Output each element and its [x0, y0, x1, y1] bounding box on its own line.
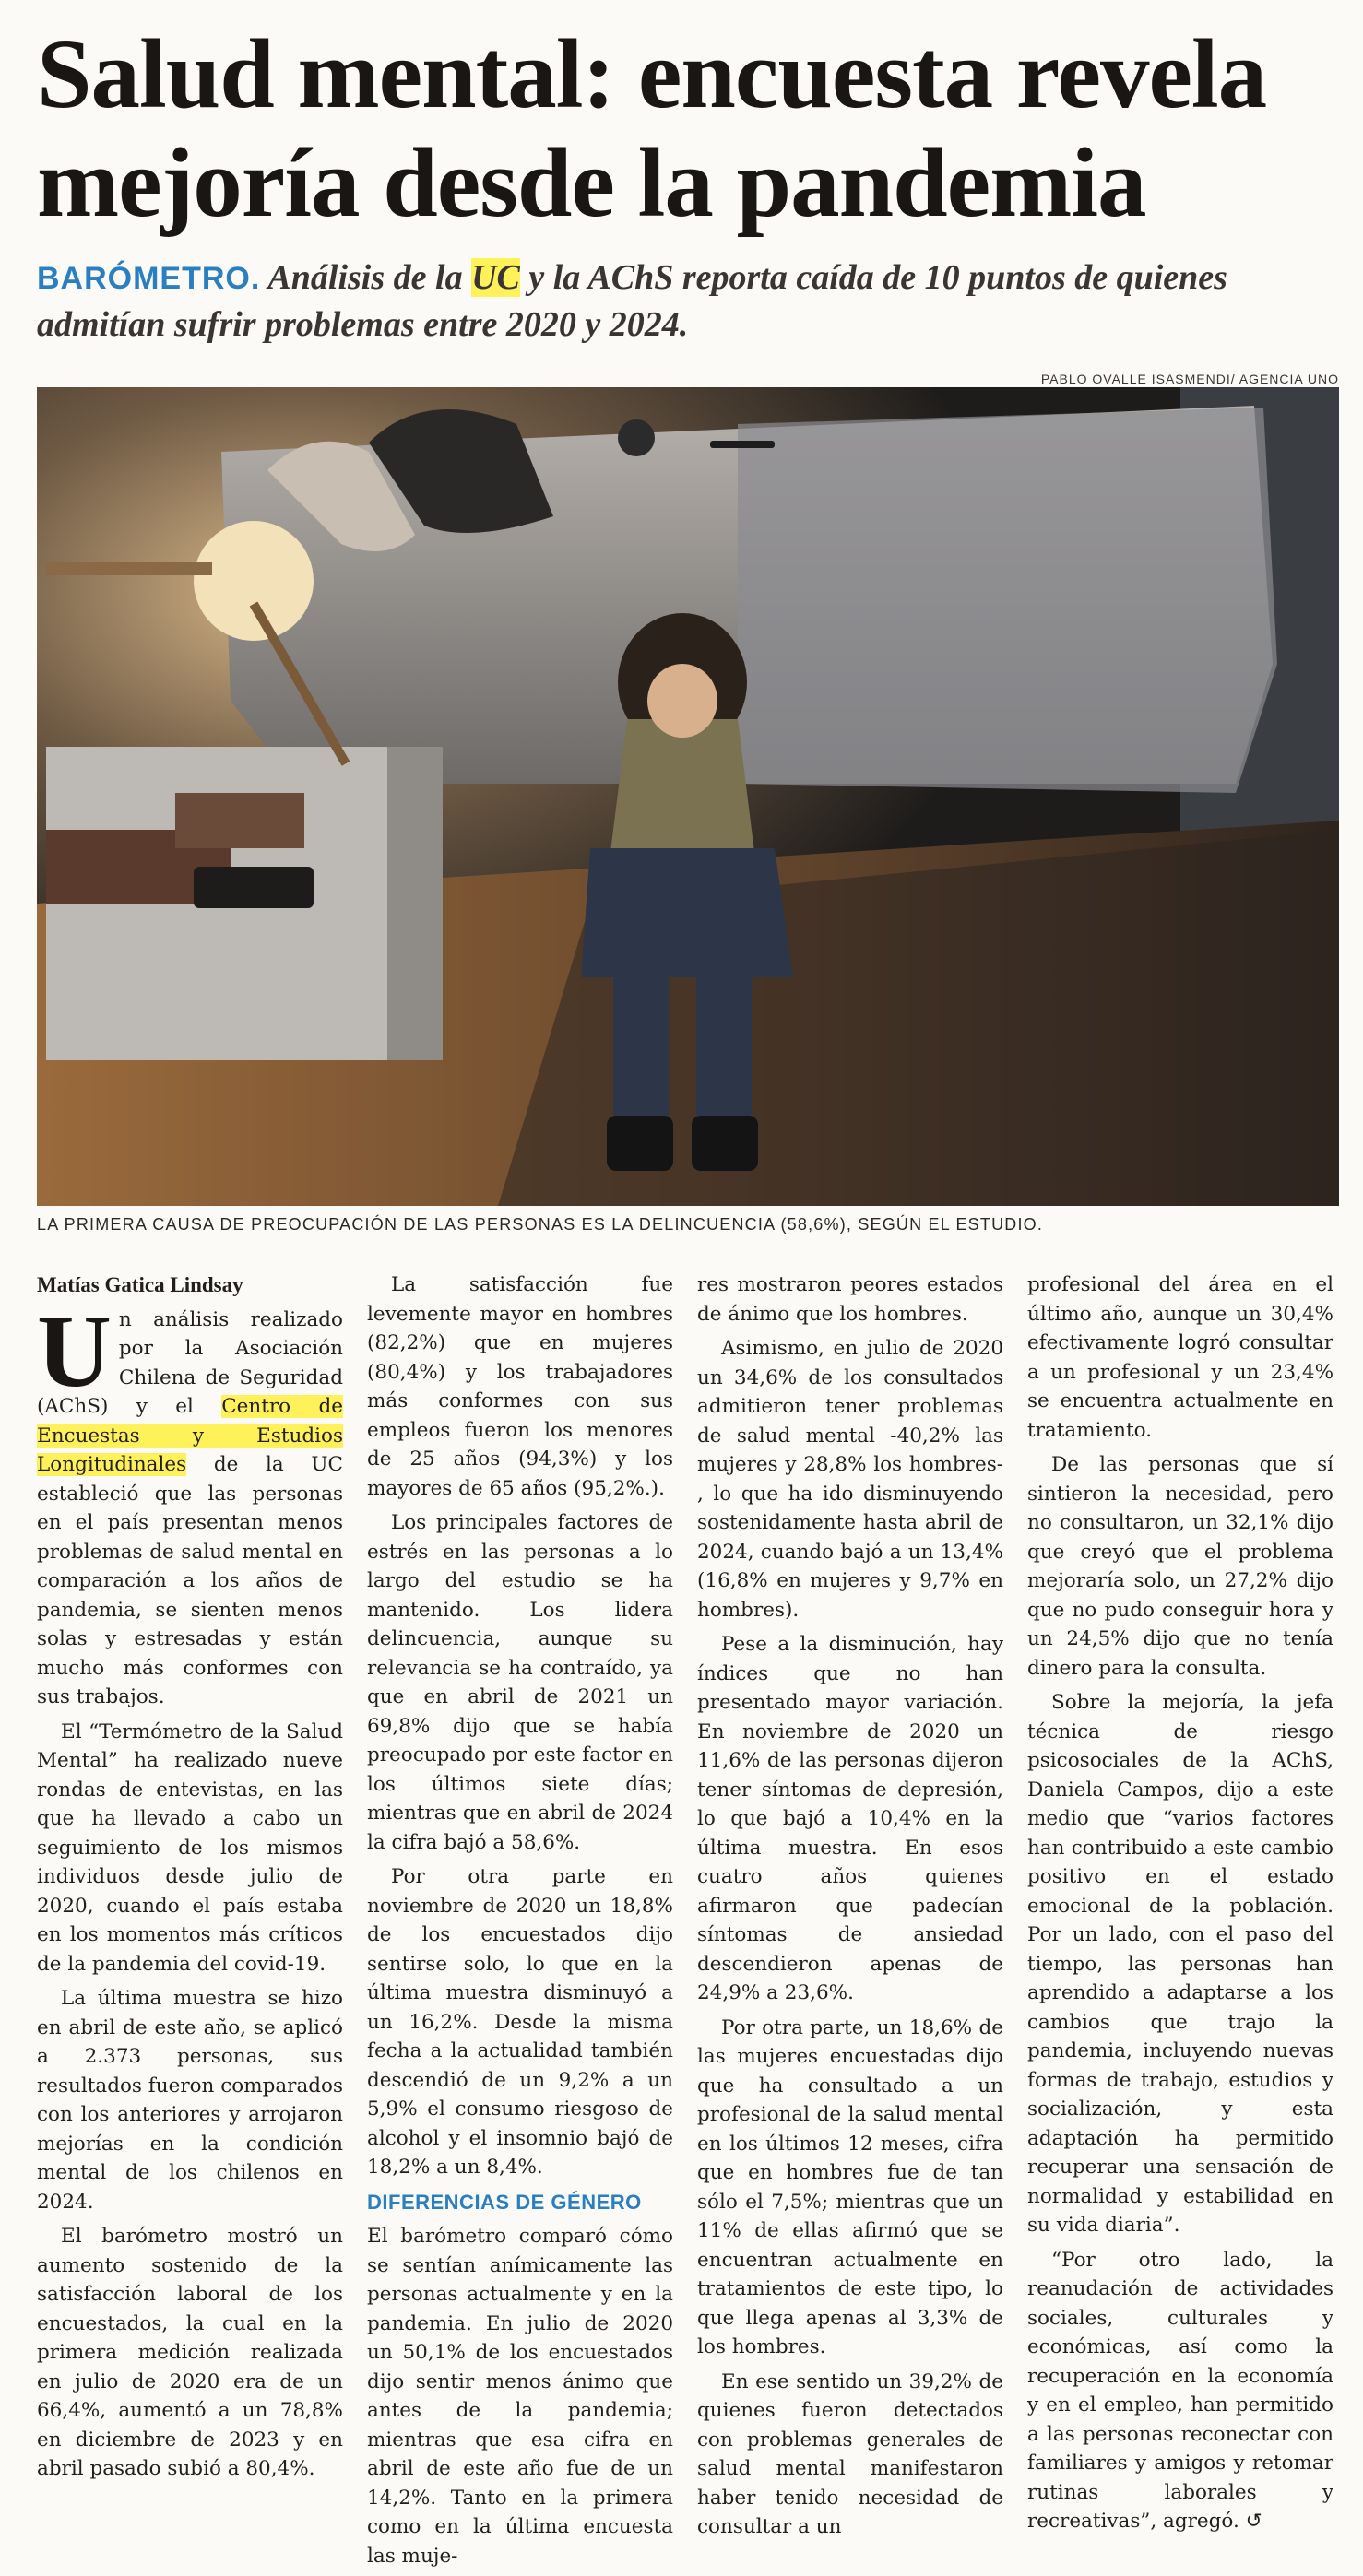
bedroom-photo-illustration	[37, 387, 1339, 1206]
drop-cap: U	[37, 1294, 112, 1409]
deck-highlight: UC	[471, 258, 520, 297]
text-segment: n análisis realizado por la Asociación Chilena de Seguridad (AChS) y el	[37, 1307, 343, 1418]
photo-credit: PABLO OVALLE ISASMENDI/ AGENCIA UNO	[1040, 372, 1339, 386]
deck-text-after: y la AChS reporta caída de 10 puntos de quienes admitían sufrir problemas entre 2020 y 2024.	[37, 258, 1227, 344]
paragraph: profesional del área en el último año, aunque un 30,4% efectivamente logró consultar a un profesional y un 23,4% se encuentra actualmente en tratamiento.	[1027, 1273, 1333, 1442]
paragraph: Por otra parte, un 18,6% de las mujeres encuestadas dijo que ha consultado a un profesional de la salud mental en los últimos 12 meses, cifra que en hombres fue de tan sólo el 7,5%; mientras que un 11% de ellas afirmó que se encuentran actualmente en tratamientos de este tipo, lo que llega apenas al 3,3% de los hombres.	[697, 2015, 1003, 2358]
paragraph: Por otra parte en noviembre de 2020 un 18,8% de los encuestados dijo sentirse solo, lo que en la última muestra disminuyó a un 16,2%. Desde la misma fecha a la actualidad también descendió de un 9,2% a un 5,9% el consumo riesgoso de alcohol y el insomnio bajó de 18,2% a un 8,4%.	[367, 1865, 673, 2179]
article-column-2	[367, 1270, 673, 2576]
article-column-1	[37, 1270, 343, 2489]
paragraph: El “Termómetro de la Salud Mental” ha realizado nueve rondas de entevistas, en las que ha llevado a cabo un seguimiento de los mismos individuos desde julio de 2020, cuando el país estaba en los momentos más críticos de la pandemia del covid-19.	[37, 1719, 343, 1976]
paragraph: Pese a la disminución, hay índices que no han presentado mayor variación. En noviembre de 2020 un 11,6% de las personas dijeron tener síntomas de depresión, lo que bajó a 10,4% en la última muestra. En esos cuatro años quienes afirmaron que padecían síntomas de ansiedad descendieron apenas de 24,9% a 23,6%.	[697, 1633, 1003, 2004]
paragraph: La satisfacción fue levemente mayor en hombres (82,2%) que en mujeres (80,4%) y los trabajadores más conformes con sus empleos fueron los menores de 25 años (94,3%) y los mayores de 65 años (95,2%.).	[367, 1273, 673, 1500]
paragraph: Sobre la mejoría, la jefa técnica de riesgo psicosociales de la AChS, Daniela Campos, dijo a este medio que “varios factores han contribuido a este cambio positivo en el estado emocional de la población. Por un lado, con el paso del tiempo, las personas han aprendido a adaptarse a los cambios que trajo la pandemia, incluyendo nuevas formas de trabajo, estudios y socialización, y esta adaptación ha permitido recuperar una sensación de normalidad y estabilidad en su vida diaria”.	[1027, 1691, 1333, 2237]
paragraph	[1027, 2246, 1333, 2536]
text-segment: “Por otro lado, la reanudación de actividades sociales, culturales y económicas, así como la recuperación en la economía y en el empleo, han permitido a las personas reconectar con familiares y amigos y retomar rutinas laborales y recreativas”, agregó.	[1027, 2248, 1333, 2533]
byline: Matías Gatica Lindsay	[37, 1273, 243, 1296]
deck-kicker: BARÓMETRO.	[37, 261, 261, 296]
headline: Salud mental: encuesta revela mejoría desde la pandemia	[37, 20, 1267, 238]
article-column-4	[1027, 1270, 1333, 2542]
paragraph: res mostraron peores estados de ánimo que los hombres.	[697, 1273, 1003, 1326]
paragraph: Asimismo, en julio de 2020 un 34,6% de los consultados admitieron tener problemas de salud mental -40,2% las mujeres y 28,8% los hombres- , lo que ha ido disminuyendo sostenidamente hasta abril de 2024, cuando bajó a un 13,4% (16,8% en mujeres y 9,7% en hombres).	[697, 1337, 1003, 1622]
text-segment: de la UC estableció que las personas en el país presentan menos problemas de salud mental en comparación a los años de pandemia, se sienten menos solas y estresadas y están mucho más conformes con sus trabajos.	[37, 1453, 343, 1708]
deck-text-before: Análisis de la	[267, 258, 463, 297]
paragraph: El barómetro comparó cómo se sentían anímicamente las personas actualmente y en la pandemia. En julio de 2020 un 50,1% de los encuestados dijo sentir menos ánimo que antes de la pandemia; mientras que esa cifra en abril de este año fue de un 14,2%. Tanto en la primera como en la última encuesta las muje-	[367, 2225, 673, 2568]
photo-caption: LA PRIMERA CAUSA DE PREOCUPACIÓN DE LAS PERSONAS ES LA DELINCUENCIA (58,6%), SEGÚN EL ESTUDIO.	[37, 1215, 1044, 1234]
paragraph: El barómetro mostró un aumento sostenido de la satisfacción laboral de los encuestados, la cual en la primera medición realizada en julio de 2020 era de un 66,4%, aumentó a un 78,8% en diciembre de 2023 y en abril pasado subió a 80,4%.	[37, 2225, 343, 2480]
paragraph: En ese sentido un 39,2% de quienes fueron detectados con problemas generales de salud mental manifestaron haber tenido necesidad de consultar a un	[697, 2369, 1003, 2538]
paragraph	[37, 1294, 343, 1712]
paragraph: Los principales factores de estrés en las personas a lo largo del estudio se ha mantenido. Los lidera delincuencia, aunque su relevancia se ha contraído, ya que en abril de 2021 un 69,8% dijo que se había preocupado por este factor en los últimos siete días; mientras que en abril de 2024 la cifra bajó a 58,6%.	[367, 1511, 673, 1854]
end-mark-icon: ↺	[1245, 2510, 1262, 2533]
paragraph: La última muestra se hizo en abril de este año, se aplicó a 2.373 personas, sus resultados fueron comparados con los anteriores y arrojaron mejorías en la condición mental de los chilenos en 2024.	[37, 1987, 344, 2214]
deck	[37, 254, 1328, 348]
section-subhead: DIFERENCIAS DE GÉNERO	[367, 2190, 642, 2214]
paragraph: De las personas que sí sintieron la necesidad, pero no consultaron, un 32,1% dijo que creyó que el problema mejoraría solo, un 27,2% dijo que no pudo conseguir hora y un 24,5% dijo que no tenía dinero para la consulta.	[1027, 1453, 1333, 1680]
article-photo	[37, 387, 1339, 1206]
article-column-3	[697, 1270, 1003, 2547]
highlighted-text: Centro de Encuestas y Estudios Longitudinales	[37, 1395, 343, 1476]
